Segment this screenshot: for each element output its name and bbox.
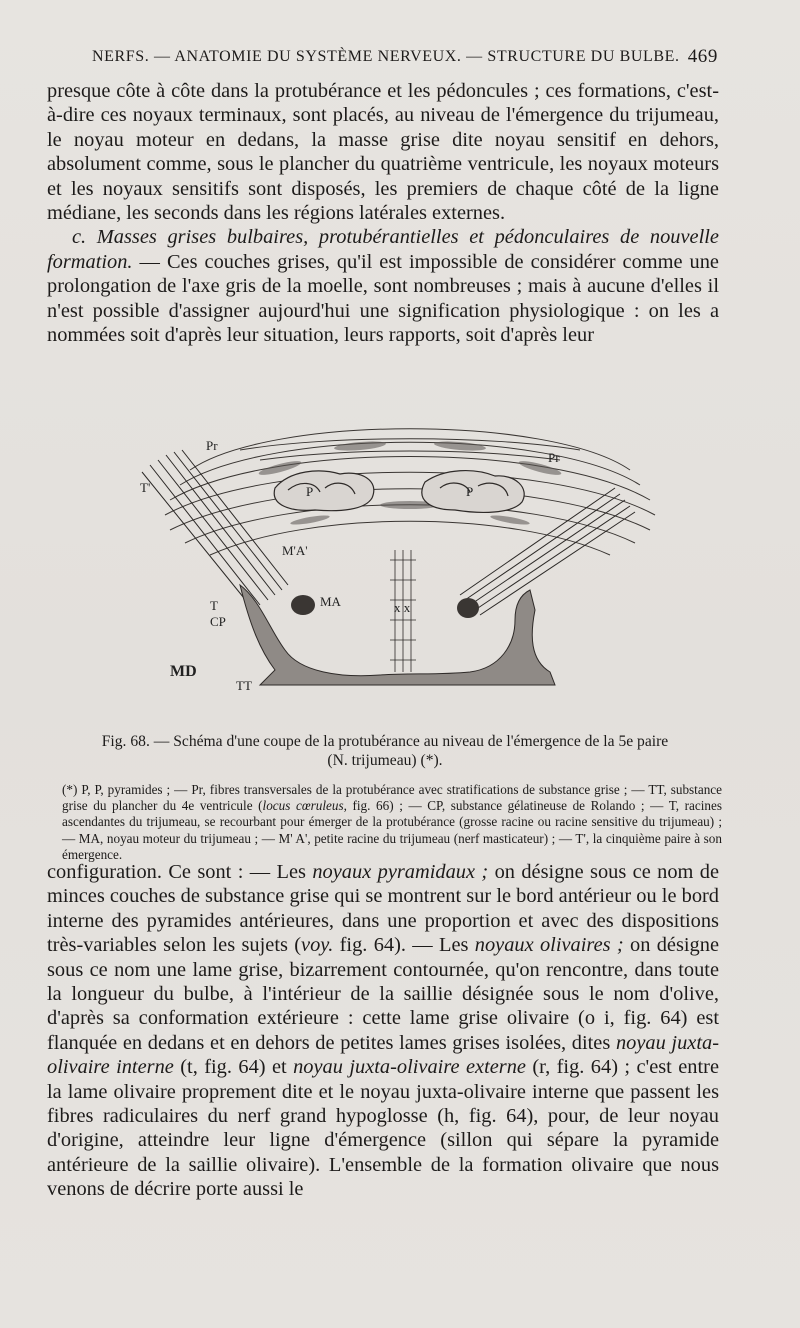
label-tt: TT: [236, 678, 252, 693]
running-title: NERFS. — ANATOMIE DU SYSTÈME NERVEUX. — STRUCTURE DU BULBE.: [92, 48, 680, 65]
label-ma: MA: [320, 594, 341, 609]
label-xx: x x: [394, 600, 411, 615]
paragraph-masses-grises-body: — Ces couches grises, qu'il est impossible de considérer comme une prolongation de l'axe gris de la moelle, sont nombreuses ; mais à aucune d'elles il n'est possible d'assigner aujourd'hui une signification physiologique : on les a nommées soit d'après leur situation, leurs rapports, soit d'après leur: [47, 250, 719, 347]
term-noyaux-pyramidaux: noyaux pyramidaux ;: [312, 861, 489, 883]
p3-b: on désigne sous ce nom de minces couches de substance grise qui se montrent sur le bord antérieur ou le bord interne des pyramides antérieures, dans une proportion et avec des dispositions très-variables selon les sujets (: [47, 861, 720, 957]
page-number: 469: [687, 46, 718, 67]
label-pr-left: Pr: [206, 438, 218, 453]
running-header: [92, 44, 718, 72]
notes-rest: ) ; — CP, substance gélatineuse de Rolando ; — T, racines ascendantes du trijumeau, se recourbant pour émerger de la protubérance (grosse racine ou racine sensitive du trijumeau) ; — MA, noyau moteur du trijumeau ; — M' A', petite racine du trijumeau (nerf masticateur) ; — T', la cinquième paire à son émergence.: [62, 798, 722, 862]
term-juxta-olivaire-externe: noyau juxta-olivaire externe: [293, 1056, 526, 1079]
paragraph-configuration: [47, 860, 719, 1202]
label-p-left: P: [306, 484, 314, 499]
caption-line-1: Fig. 68. — Schéma d'une coupe de la protubérance au niveau de l'émergence de la 5e paire: [101, 733, 669, 750]
label-t: T: [210, 598, 218, 613]
label-ma-prime: M'A': [282, 543, 308, 558]
text-block-bottom: [47, 860, 719, 1202]
notes-prefix: (*) P, P, pyramides ; — Pr, fibres transversales de la protubérance avec stratifications de substance grise ; — TT, substance grise du plancher du 4e ventricule (: [62, 782, 722, 814]
label-t-prime: T': [140, 480, 151, 495]
text-block-top: [47, 79, 719, 347]
label-cp: CP: [210, 614, 226, 629]
label-md: MD: [170, 663, 197, 680]
notes-locus: locus cœruleus: [262, 798, 344, 814]
notes-fig66: , fig. 66: [343, 798, 390, 814]
label-p-right: P: [466, 484, 474, 499]
caption-line-2: (N. trijumeau) (*).: [327, 752, 443, 769]
label-pr-right: Pr: [548, 450, 560, 465]
paragraph-masses-grises: [47, 225, 719, 347]
pons-transverse-fibers: [165, 429, 655, 555]
p3-d: on désigne sous ce nom une lame grise, bizarrement contournée, qu'on rencontre, dans toute la longueur du bulbe, à l'intérieur de la saillie désignée sous le nom d'olive, d'après sa conformation extérieure : cette lame grise olivaire (o i, fig. 64) est flanquée en dedans et en dehors de petites lames grises isolées, dites: [47, 934, 720, 1054]
figure-legend-notes: [62, 782, 722, 863]
brainstem-section-diagram: [110, 410, 710, 720]
figure-68: [110, 410, 710, 720]
p3-f: (r, fig. 64) ; c'est entre la lame olivaire proprement dite et le noyau juxta-olivaire interne que passent les fibres radiculaires du nerf grand hypoglosse (h, fig. 64), pour, de leur noyau d'origine, atteindre leur ligne d'émergence (sillon qui sépare la pyramide antérieure de la saillie olivaire). L'ensemble de la formation olivaire que nous venons de décrire porte aussi le: [47, 1056, 719, 1201]
figure-caption: [47, 732, 723, 770]
term-juxta-olivaire-interne: noyau juxta-olivaire interne: [47, 1031, 719, 1079]
p3-a: configuration. Ce sont : — Les: [47, 861, 313, 883]
p3-e: (t, fig. 64) et: [173, 1056, 294, 1079]
term-noyaux-olivaires: noyaux olivaires ;: [474, 934, 624, 957]
p3-voy: voy.: [301, 934, 334, 957]
paragraph-continued: presque côte à côte dans la protubérance et les pédoncules ; ces formations, c'est-à-dire ces noyaux terminaux, sont placés, au niveau de l'émergence du trijumeau, le noyau moteur en dedans, la masse grise dite noyau sensitif en dehors, absolument comme, sous le plancher du quatrième ventricule, les noyaux moteurs et les noyaux sensitifs sont disposés, les premiers de chaque côté de la ligne médiane, les seconds dans les régions latérales externes.: [47, 80, 719, 225]
section-heading-c: c. Masses grises bulbaires, protubérantielles et pédonculaires de nouvelle formation.: [47, 226, 719, 273]
p3-c: fig. 64). — Les: [333, 934, 475, 957]
